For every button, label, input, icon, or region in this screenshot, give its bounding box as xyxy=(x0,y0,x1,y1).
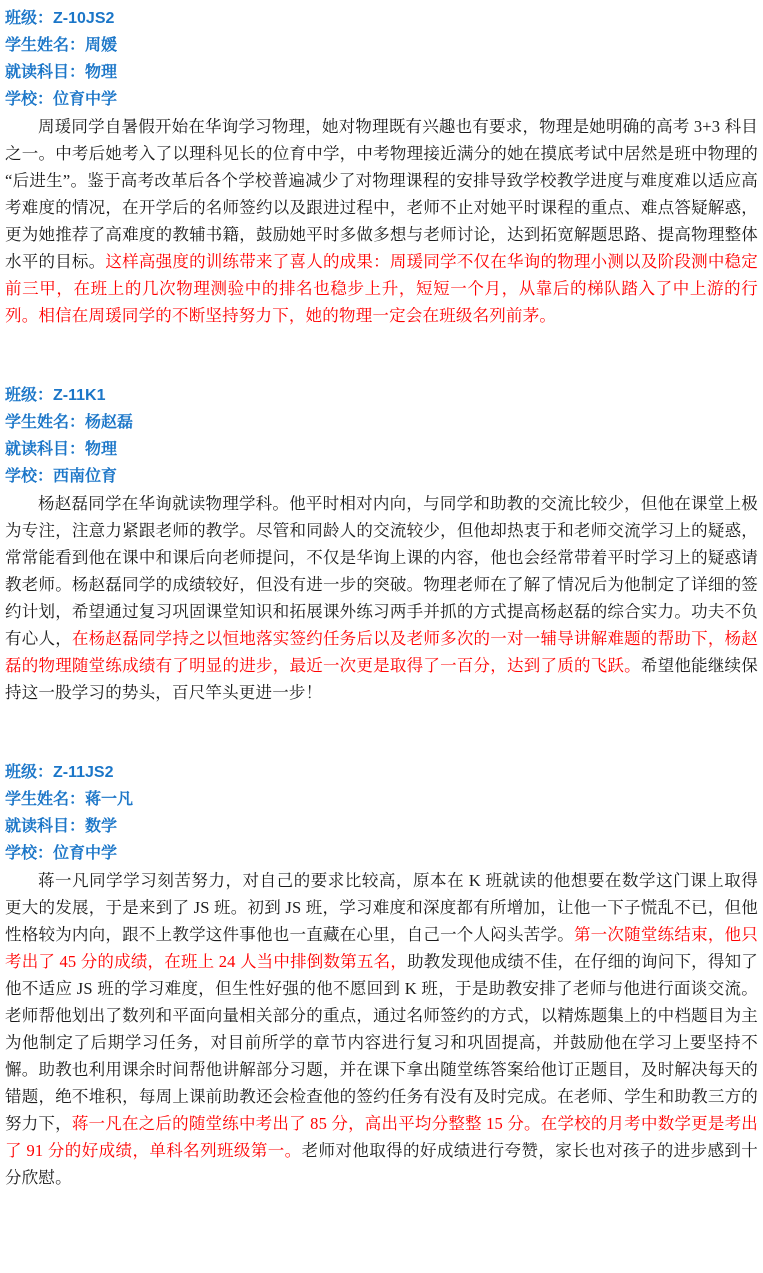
subject-row xyxy=(5,813,758,840)
text-run: 老师对他取得的好成绩进行夸赞，家长也对孩子的进步感到十分欣慰。 xyxy=(5,1141,758,1187)
class-row xyxy=(5,5,758,32)
school-label: 学校： xyxy=(5,468,54,485)
highlight-run: 第一次随堂练结束，他只考出了 45 分的成绩，在班上 24 人当中排倒数第五名， xyxy=(5,925,758,971)
text-run: 希望他能继续保持这一股学习的势头，百尺竿头更进一步！ xyxy=(5,656,758,702)
subject-row xyxy=(5,59,758,86)
class-row xyxy=(5,759,758,786)
subject-row xyxy=(5,436,758,463)
student-report xyxy=(5,759,758,1191)
school-label: 学校： xyxy=(5,845,54,862)
class-value: Z-11JS2 xyxy=(53,764,114,781)
class-row xyxy=(5,382,758,409)
text-run: 助教发现他成绩不佳，在仔细的询问下，得知了他不适应 JS 班的学习难度，但生性好强的他不愿回到 K 班，于是助教安排了老师与他进行面谈交流。老师帮他划出了数列和平面向量相关部分的重点，通过名师签约的方式，以精炼题集上的中档题目为主为他制定了后期学习任务，对目前所学的章节内容进行复习和巩固提高，并鼓励他在学习上要坚持不懈。助教也利用课余时间帮他讲解部分习题，并在课下拿出随堂练答案给他订正题目，及时解决每天的错题，绝不堆积，每周上课前助教还会检查他的签约任务有没有及时完成。在老师、学生和助教三方的努力下， xyxy=(5,952,758,1133)
subject-value: 物理 xyxy=(85,441,118,458)
text-run: 蒋一凡同学学习刻苦努力，对自己的要求比较高，原本在 K 班就读的他想要在数学这门课上取得更大的发展，于是来到了 JS 班。初到 JS 班，学习难度和深度都有所增加，让他一下子慌乱不已，但他性格较为内向，跟不上教学这件事他也一直藏在心里，自己一个人闷头苦学。 xyxy=(5,871,758,944)
report-paragraph xyxy=(5,113,758,329)
report-paragraph xyxy=(5,490,758,706)
student-name-value: 蒋一凡 xyxy=(85,791,134,808)
student-reports-list xyxy=(5,5,758,1191)
school-value: 位育中学 xyxy=(53,845,118,862)
subject-value: 物理 xyxy=(85,64,118,81)
student-name-row xyxy=(5,409,758,436)
student-name-value: 周媛 xyxy=(85,37,118,54)
class-label: 班级： xyxy=(5,10,54,27)
student-name-label: 学生姓名： xyxy=(5,414,86,431)
text-run: 杨赵磊同学在华询就读物理学科。他平时相对内向，与同学和助教的交流比较少，但他在课堂上极为专注，注意力紧跟老师的教学。尽管和同龄人的交流较少，但他却热衷于和老师交流学习上的疑惑，常常能看到他在课中和课后向老师提问，不仅是华询上课的内容，他也会经常带着平时学习上的疑惑请教老师。杨赵磊同学的成绩较好，但没有进一步的突破。物理老师在了解了情况后为他制定了详细的签约计划，希望通过复习巩固课堂知识和拓展课外练习两手并抓的方式提高杨赵磊的综合实力。功夫不负有心人， xyxy=(5,494,758,648)
highlight-run: 蒋一凡在之后的随堂练中考出了 85 分，高出平均分整整 15 分。在学校的月考中数学更是考出了 91 分的好成绩，单科名列班级第一。 xyxy=(5,1114,758,1160)
subject-label: 就读科目： xyxy=(5,818,86,835)
highlight-run: 在杨赵磊同学持之以恒地落实签约任务后以及老师多次的一对一辅导讲解难题的帮助下，杨赵磊的物理随堂练成绩有了明显的进步，最近一次更是取得了一百分，达到了质的飞跃。 xyxy=(5,629,758,675)
subject-label: 就读科目： xyxy=(5,441,86,458)
school-row xyxy=(5,463,758,490)
class-label: 班级： xyxy=(5,764,54,781)
report-paragraph xyxy=(5,867,758,1191)
school-value: 位育中学 xyxy=(53,91,118,108)
student-report xyxy=(5,5,758,329)
subject-value: 数学 xyxy=(85,818,118,835)
student-name-value: 杨赵磊 xyxy=(85,414,134,431)
school-label: 学校： xyxy=(5,91,54,108)
school-value: 西南位育 xyxy=(53,468,118,485)
text-run: 周瑗同学自暑假开始在华询学习物理，她对物理既有兴趣也有要求，物理是她明确的高考 3+3 科目之一。中考后她考入了以理科见长的位育中学，中考物理接近满分的她在摸底考试中居然是班中物理的“后进生”。鉴于高考改革后各个学校普遍减少了对物理课程的安排导致学校教学进度与难度难以适应高考难度的情况，在开学后的名师签约以及跟进过程中，老师不止对她平时课程的重点、难点答疑解惑，更为她推荐了高难度的教辅书籍，鼓励她平时多做多想与老师讨论，达到拓宽解题思路、提高物理整体水平的目标。 xyxy=(5,117,758,271)
class-label: 班级： xyxy=(5,387,54,404)
class-value: Z-11K1 xyxy=(53,387,106,404)
student-report xyxy=(5,382,758,706)
student-name-label: 学生姓名： xyxy=(5,37,86,54)
highlight-run: 这样高强度的训练带来了喜人的成果：周瑗同学不仅在华询的物理小测以及阶段测中稳定前三甲，在班上的几次物理测验中的排名也稳步上升，短短一个月，从靠后的梯队踏入了中上游的行列。相信在周瑗同学的不断坚持努力下，她的物理一定会在班级名列前茅。 xyxy=(5,252,758,325)
class-value: Z-10JS2 xyxy=(53,10,115,27)
school-row xyxy=(5,86,758,113)
subject-label: 就读科目： xyxy=(5,64,86,81)
student-name-row xyxy=(5,32,758,59)
school-row xyxy=(5,840,758,867)
student-name-row xyxy=(5,786,758,813)
student-name-label: 学生姓名： xyxy=(5,791,86,808)
